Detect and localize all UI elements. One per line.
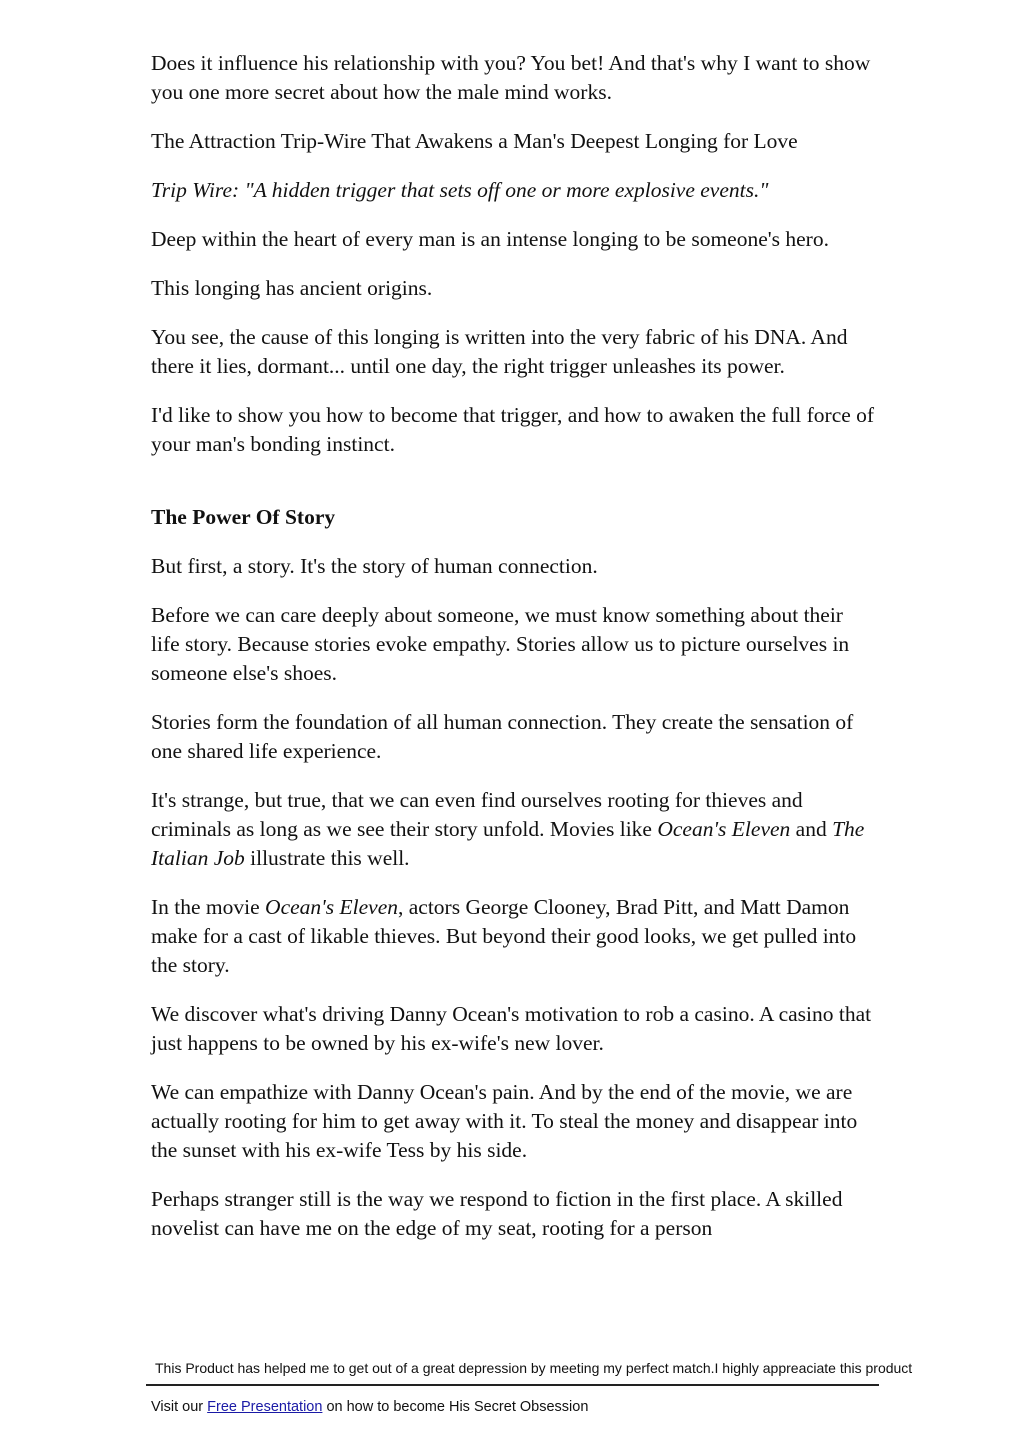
movie-text-1: In the movie — [151, 895, 266, 919]
paragraph-casino: We discover what's driving Danny Ocean's motivation to rob a casino. A casino that just happens to be owned by his ex-wife's new lover. — [151, 1002, 872, 1055]
paragraph-tripwire-title: The Attraction Trip-Wire That Awakens a Man's Deepest Longing for Love — [151, 129, 798, 153]
testimonial-note: This Product has helped me to get out of a great depression by meeting my perfect match.I highly appreaciate this product — [155, 1360, 913, 1376]
movie-title-oceans: Ocean's Eleven — [657, 817, 791, 841]
thieves-text-1: It's strange, but true, that we can even find ourselves rooting for thieves and criminals as long as we see their story unfold. Movies like — [151, 788, 803, 841]
paragraph-dna: You see, the cause of this longing is written into the very fabric of his DNA. And there it lies, dormant... until one day, the right trigger unleashes its power. — [151, 325, 848, 378]
paragraph-thieves — [151, 786, 876, 873]
movie-title-italian-job: The Italian Job — [151, 817, 865, 870]
visit-prefix: Visit our — [151, 1399, 208, 1415]
section-heading: The Power Of Story — [151, 505, 336, 529]
movie-title: Ocean's Eleven — [265, 895, 398, 919]
tripwire-quote: Trip Wire: "A hidden trigger that sets off one or more explosive events." — [151, 178, 769, 202]
footer-divider — [146, 1384, 879, 1386]
paragraph-movie — [151, 893, 876, 980]
free-presentation-link[interactable]: Free Presentation — [207, 1399, 323, 1415]
visit-suffix: on how to become His Secret Obsession — [322, 1399, 589, 1415]
paragraph-empathy: Before we can care deeply about someone, we must know something about their life story. Because stories evoke empathy. Stories allow us to picture ourselves in someone else's shoes. — [151, 603, 850, 685]
paragraph-influence: Does it influence his relationship with you? You bet! And that's why I want to show you one more secret about how the male mind works. — [151, 51, 871, 104]
movie-text-2: , actors George Clooney, Brad Pitt, and Matt Damon make for a cast of likable thieves. But beyond their good looks, we get pulled into the story. — [151, 895, 857, 977]
thieves-text-3: illustrate this well. — [244, 846, 410, 870]
thieves-text-2: and — [790, 817, 833, 841]
footer-visit-line — [151, 1399, 588, 1415]
article-body — [151, 49, 876, 1263]
paragraph-ancient: This longing has ancient origins. — [151, 276, 433, 300]
paragraph-first-story: But first, a story. It's the story of human connection. — [151, 554, 598, 578]
paragraph-hero: Deep within the heart of every man is an intense longing to be someone's hero. — [151, 227, 829, 251]
paragraph-foundation: Stories form the foundation of all human connection. They create the sensation of one shared life experience. — [151, 710, 854, 763]
paragraph-fiction: Perhaps stranger still is the way we respond to fiction in the first place. A skilled novelist can have me on the edge of my seat, rooting for a person — [151, 1187, 843, 1240]
paragraph-trigger: I'd like to show you how to become that trigger, and how to awaken the full force of your man's bonding instinct. — [151, 403, 875, 456]
paragraph-pain: We can empathize with Danny Ocean's pain. And by the end of the movie, we are actually rooting for him to get away with it. To steal the money and disappear into the sunset with his ex-wife Tess by his side. — [151, 1080, 858, 1162]
